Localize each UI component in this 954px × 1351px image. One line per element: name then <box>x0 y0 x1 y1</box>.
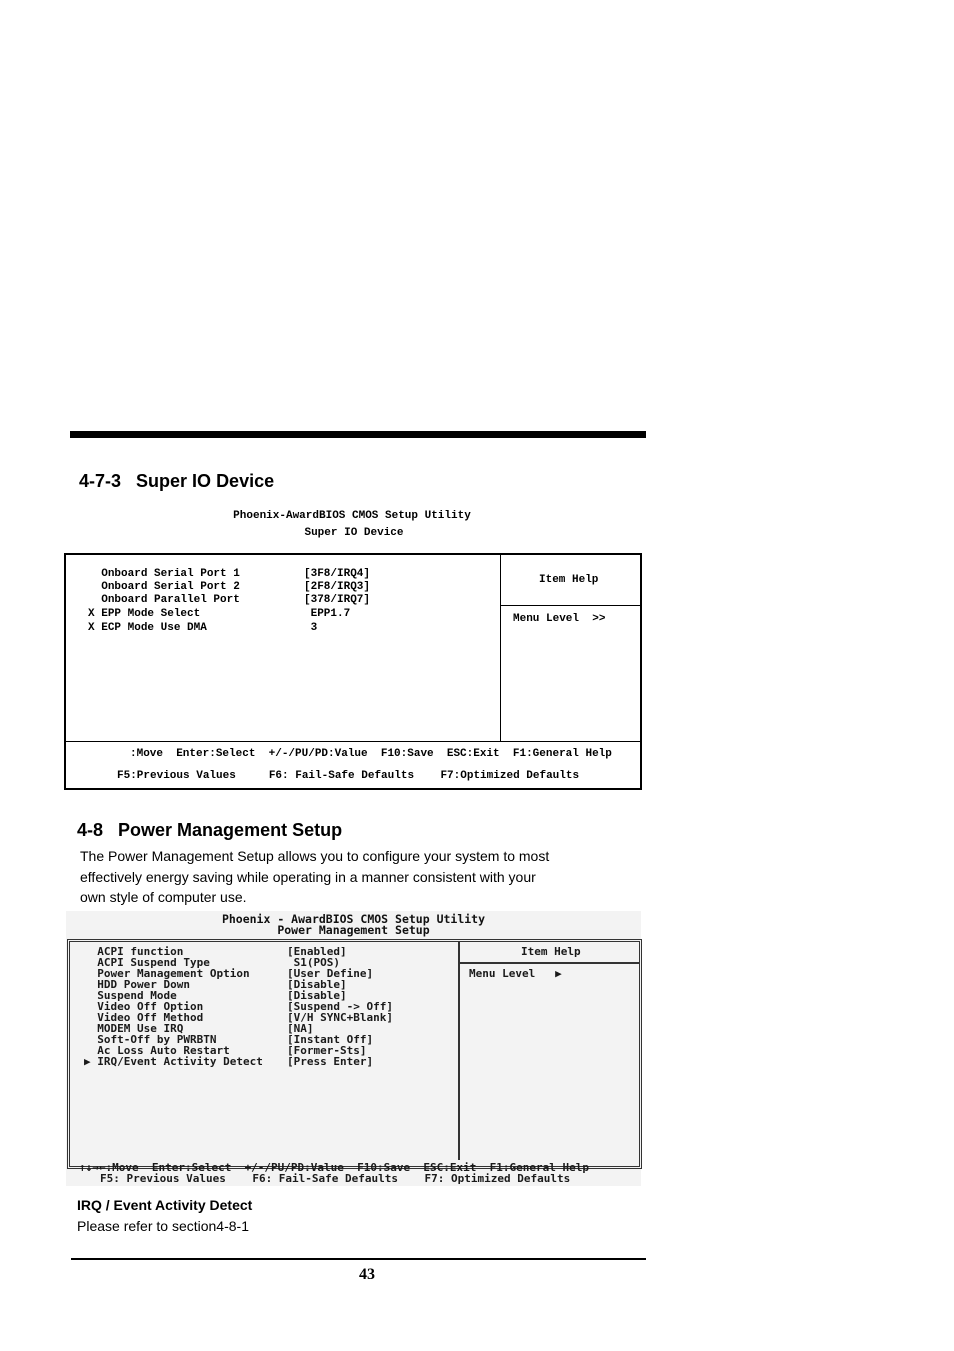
bios-screen-power-management <box>66 911 641 1186</box>
bios-item-value[interactable]: [Instant Off] <box>287 1033 374 1046</box>
help-title: Item Help <box>539 574 599 586</box>
bios-item-value[interactable]: [Former-Sts] <box>287 1044 367 1057</box>
menu-level: Menu Level >> <box>513 613 606 625</box>
bios-help-panel <box>460 942 639 1160</box>
bios-utility-title: Phoenix-AwardBIOS CMOS Setup Utility <box>233 510 471 522</box>
item-label: Video Off Option <box>97 1000 204 1013</box>
item-label: ACPI function <box>97 945 184 958</box>
bios-key-help-line2: F5: Previous Values F6: Fail-Safe Defaults F7: Optimized Defaults <box>100 1172 571 1185</box>
bios-item-row <box>88 622 207 634</box>
bios-item-row[interactable] <box>88 581 240 593</box>
item-mark <box>88 568 95 580</box>
bios-item-row-submenu[interactable] <box>84 1055 263 1068</box>
item-label: Onboard Serial Port 1 <box>101 568 240 580</box>
item-label: Video Off Method <box>97 1011 204 1024</box>
bios-item-row[interactable] <box>88 594 240 606</box>
bios-item-value[interactable]: [Suspend -> Off] <box>287 1000 393 1013</box>
bios-item-value: EPP1.7 <box>304 608 351 620</box>
bios-item-value: 3 <box>304 622 318 634</box>
item-label: HDD Power Down <box>97 978 190 991</box>
page-number: 43 <box>359 1266 375 1283</box>
bios-item-value[interactable]: [2F8/IRQ3] <box>304 581 371 593</box>
item-label: Onboard Parallel Port <box>101 594 240 606</box>
bios-item-value[interactable]: [Disable] <box>287 978 347 991</box>
bios-frame <box>67 939 642 1169</box>
bios-item-value[interactable]: [NA] <box>287 1022 314 1035</box>
description-line: own style of computer use. <box>80 889 247 905</box>
bios-key-help-line1: :Move Enter:Select +/‐/PU/PD:Value F10:Save ESC:Exit F1:General Help <box>130 748 612 760</box>
section-heading-power <box>77 820 342 841</box>
footer-divider <box>66 741 640 742</box>
bios-item-value[interactable]: [Press Enter] <box>287 1055 374 1068</box>
bios-key-help-line2: F5:Previous Values F6: Fail-Safe Defaults F7:Optimized Defaults <box>117 770 580 782</box>
subsection-title: IRQ / Event Activity Detect <box>77 1197 253 1213</box>
description-line: effectively energy saving while operating in a manner consistent with your <box>80 868 536 885</box>
bios-settings-panel <box>66 555 501 741</box>
help-divider <box>460 962 639 964</box>
submenu-arrow-icon: ▶ <box>84 1055 91 1068</box>
bios-item-value[interactable]: S1(POS) <box>287 956 340 969</box>
item-mark: X <box>88 608 95 620</box>
item-label: Soft-Off by PWRBTN <box>97 1033 217 1046</box>
bios-settings-panel <box>70 942 460 1160</box>
bottom-rule <box>71 1258 646 1260</box>
bios-utility-title: Phoenix - AwardBIOS CMOS Setup Utility <box>221 912 486 926</box>
item-mark <box>88 581 95 593</box>
bios-key-help-line1: ↑↓→←:Move Enter:Select +/-/PU/PD:Value F10:Save ESC:Exit F1:General Help <box>79 1161 589 1174</box>
section-title: Super IO Device <box>136 471 275 491</box>
bios-screen-title: Super IO Device <box>304 527 404 539</box>
bios-item-value[interactable]: [Enabled] <box>287 945 347 958</box>
item-label: Suspend Mode <box>97 989 177 1002</box>
section-heading-super-io <box>79 471 274 492</box>
item-mark: X <box>88 622 95 634</box>
item-label: ECP Mode Use DMA <box>101 622 207 634</box>
help-title: Item Help <box>521 945 581 958</box>
help-divider <box>501 605 640 606</box>
bios-item-value[interactable]: [User Define] <box>287 967 374 980</box>
item-mark <box>88 594 95 606</box>
item-label: MODEM Use IRQ <box>97 1022 184 1035</box>
bios-screen-super-io <box>64 553 642 790</box>
menu-level: Menu Level ▶ <box>469 967 562 980</box>
section-description <box>80 846 620 908</box>
bios-item-value[interactable]: [3F8/IRQ4] <box>304 568 371 580</box>
item-label: IRQ/Event Activity Detect <box>97 1055 263 1068</box>
item-label: Onboard Serial Port 2 <box>101 581 240 593</box>
item-label: Ac Loss Auto Restart <box>97 1044 230 1057</box>
bios-item-value[interactable]: [Disable] <box>287 989 347 1002</box>
section-number: 4-8 <box>77 820 104 840</box>
bios-item-value[interactable]: [V/H SYNC+Blank] <box>287 1011 393 1024</box>
bios-item-value[interactable]: [378/IRQ7] <box>304 594 371 606</box>
item-label: EPP Mode Select <box>101 608 201 620</box>
section-number: 4-7-3 <box>79 471 122 491</box>
top-rule <box>70 431 646 438</box>
bios-item-row[interactable] <box>88 568 240 580</box>
subsection-note: Please refer to section4-8-1 <box>77 1218 249 1234</box>
description-line: The Power Management Setup allows you to configure your system to most <box>80 848 550 864</box>
bios-screen-title: Power Management Setup <box>277 923 430 937</box>
section-title: Power Management Setup <box>118 820 343 840</box>
item-label: Power Management Option <box>97 967 250 980</box>
item-label: ACPI Suspend Type <box>97 956 210 969</box>
bios-item-row <box>88 608 200 620</box>
bios-help-panel <box>501 555 640 741</box>
